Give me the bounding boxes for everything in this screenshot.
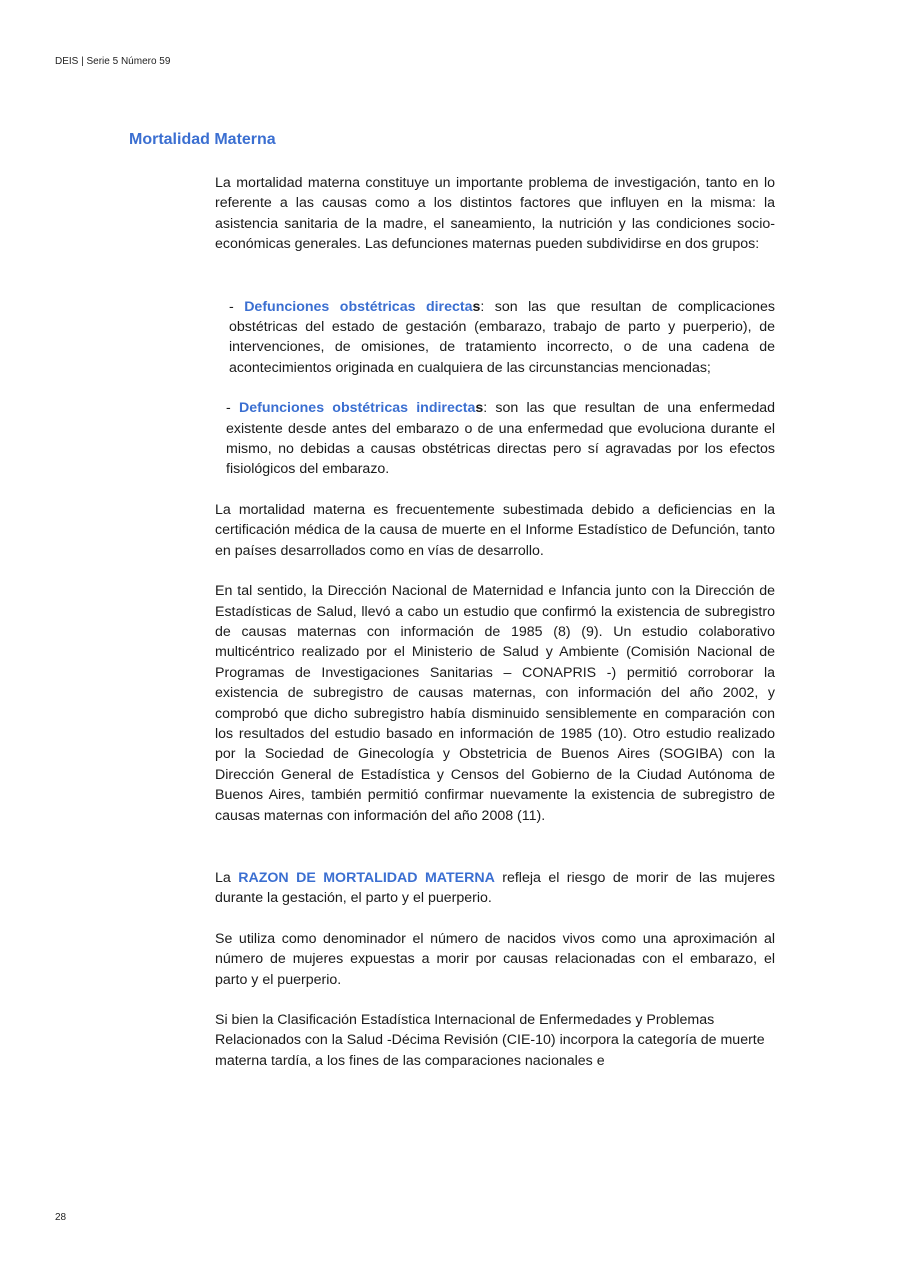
ratio-prefix: La xyxy=(215,869,239,886)
list-dash: - xyxy=(226,400,239,417)
term-direct-deaths-end: s xyxy=(472,298,481,315)
paragraph-indirect-deaths xyxy=(215,398,775,480)
paragraph-denominator: Se utiliza como denominador el número de nacidos vivos como una aproximación al número de mujeres expuestas a morir por causas relacionadas con el embarazo, el parto y el puerperio. xyxy=(215,930,775,988)
ratio-definition: refleja el riesgo de morir de las mujeres durante la gestación, el parto y el puerperio. xyxy=(215,869,776,907)
term-indirect-deaths: Defunciones obstétricas indirecta xyxy=(238,400,476,417)
list-dash: - xyxy=(229,298,245,315)
page-header: DEIS | Serie 5 Número 59 xyxy=(55,56,171,67)
term-direct-deaths: Defunciones obstétricas directa xyxy=(244,298,473,315)
paragraph-classification: Si bien la Clasificación Estadística Internacional de Enfermedades y Problemas Relacionados con la Salud -Décima Revisión (CIE-10) incorpora la categoría de muerte materna tardía, a los fines de las comparaciones nacionales e xyxy=(215,1012,765,1069)
page-number: 28 xyxy=(55,1212,67,1223)
paragraph-underestimate: La mortalidad materna es frecuentemente subestimada debido a deficiencias en la certificación médica de la causa de muerte en el Informe Estadístico de Defunción, tanto en países desarrollados como en vías de desarrollo. xyxy=(215,501,775,559)
term-maternal-mortality-ratio: RAZON DE MORTALIDAD MATERNA xyxy=(238,869,495,886)
paragraph-studies: En tal sentido, la Dirección Nacional de Maternidad e Infancia junto con la Dirección de Estadísticas de Salud, llevó a cabo un estudio que confirmó la existencia de subregistro de causas maternas con información de 1985 (8) (9). Un estudio colaborativo multicéntrico realizado por el Ministerio de Salud y Ambiente (Comisión Nacional de Programas de Investigaciones Sanitarias – CONAPRIS -) permitió corroborar la existencia de subregistro de causas maternas, con información del año 2002, y comprobó que dicho subregistro había disminuido sensiblemente en comparación con los resultados del estudio basado en información de 1985 (10). Otro estudio realizado por la Sociedad de Ginecología y Obstetricia de Buenos Aires (SOGIBA) con la Dirección General de Estadística y Censos del Gobierno de la Ciudad Autónoma de Buenos Aires, también permitió confirmar nuevamente la existencia de subregistro de causas maternas con información del año 2008 (11). xyxy=(215,583,775,824)
paragraph-direct-deaths xyxy=(215,297,775,379)
definition-direct-deaths: : son las que resultan de complicaciones obstétricas del estado de gestación (embarazo, trabajo de parto y puerperio), de intervenciones, de omisiones, de tratamiento incorrecto, o de una cadena de acontecimientos originada en cualquiera de las circunstancias mencionadas; xyxy=(229,298,775,376)
term-indirect-deaths-end: s xyxy=(475,400,484,417)
definition-indirect-deaths: : son las que resultan de una enfermedad existente desde antes del embarazo o de una enfermedad que evoluciona durante el mismo, no debidas a causas obstétricas directas pero sí agravadas por los efectos fisiológicos del embarazo. xyxy=(226,400,776,478)
paragraph-intro: La mortalidad materna constituye un importante problema de investigación, tanto en lo referente a las causas como a los distintos factores que influyen en la misma: la asistencia sanitaria de la madre, el saneamiento, la nutrición y las condiciones socio-económicas generales. Las defunciones maternas pueden subdividirse en dos grupos: xyxy=(215,175,775,253)
section-title: Mortalidad Materna xyxy=(129,131,276,148)
paragraph-ratio xyxy=(215,868,775,909)
body-content xyxy=(215,173,775,1071)
